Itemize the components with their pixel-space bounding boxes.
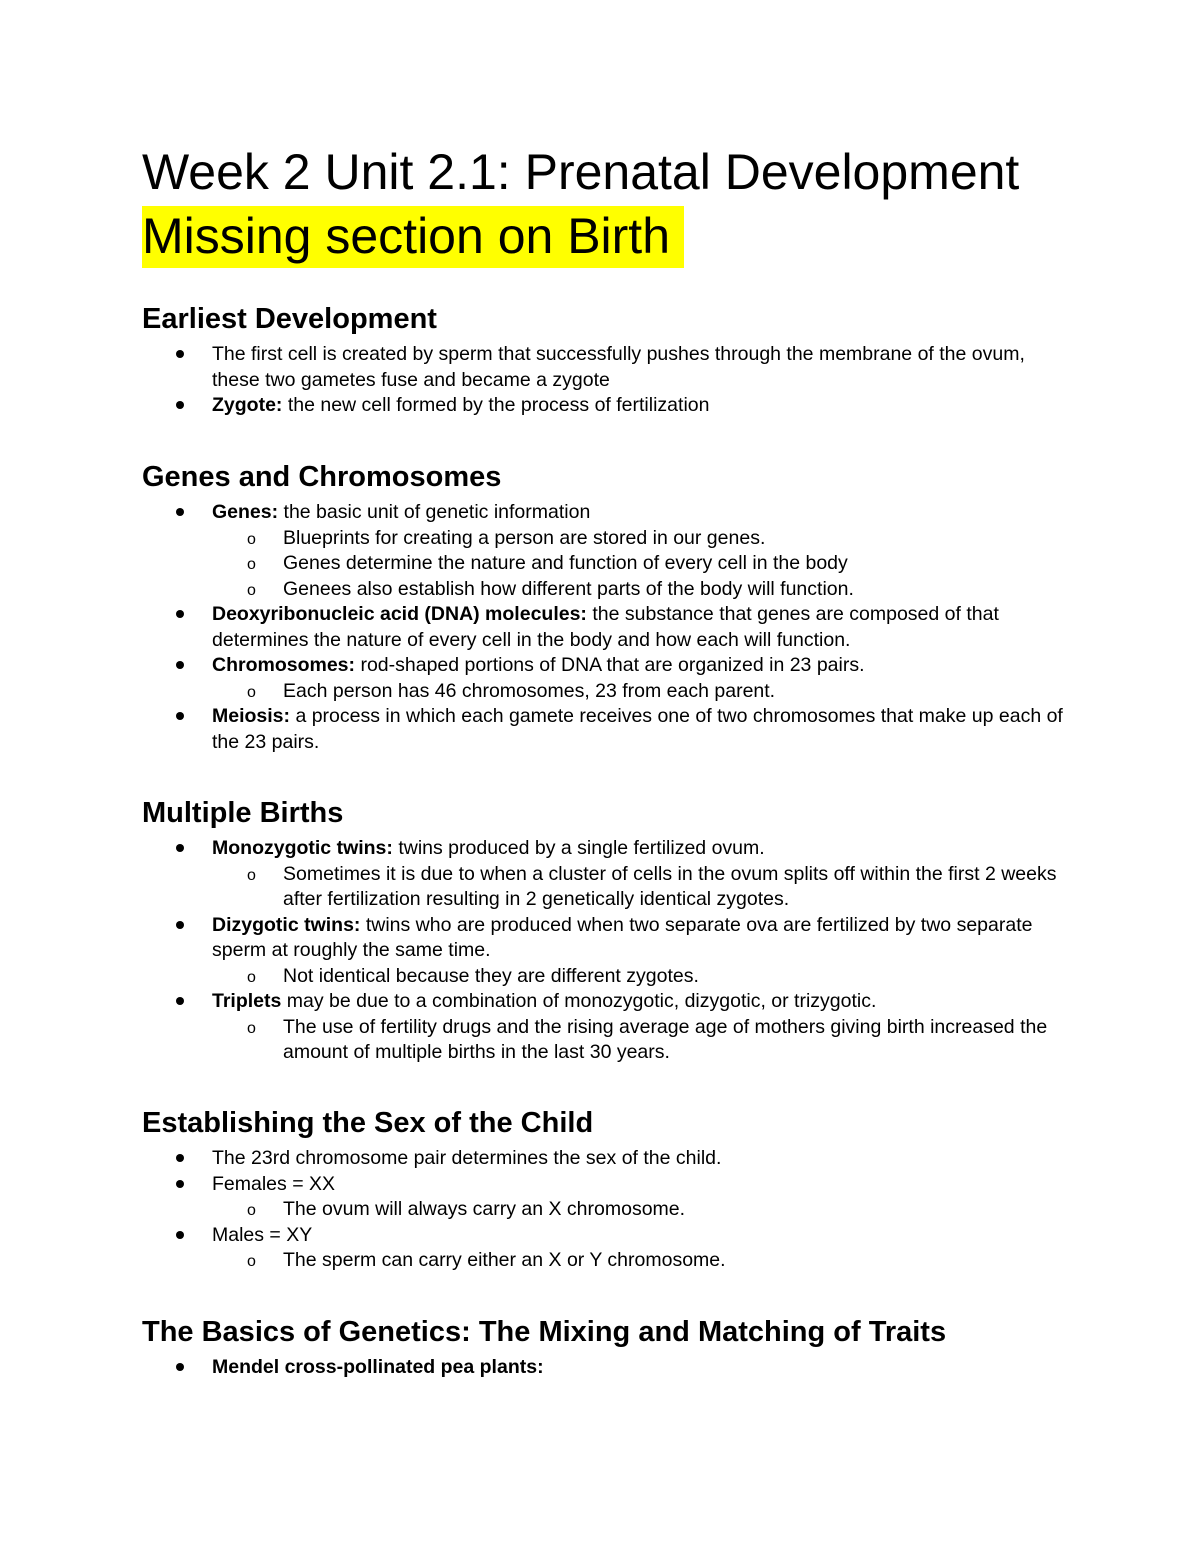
list-item bbox=[142, 704, 1072, 755]
sub-list-item: o Sometimes it is due to when a cluster of cells in the ovum splits off within the first 2 weeks after fertilization resulting in 2 genetically identical zygotes. bbox=[212, 862, 1072, 913]
item-text: the basic unit of genetic information bbox=[278, 501, 591, 523]
list-item bbox=[142, 393, 1072, 419]
item-text: rod-shaped portions of DNA that are organized in 23 pairs. bbox=[355, 654, 865, 676]
section-earliest-development bbox=[142, 301, 1072, 419]
bullet-list bbox=[142, 1146, 1072, 1274]
list-item bbox=[142, 913, 1072, 990]
bullet-list bbox=[142, 342, 1072, 419]
item-term: Meiosis: bbox=[212, 705, 291, 727]
sub-list-item: o The use of fertility drugs and the rising average age of mothers giving birth increased the amount of multiple births in the last 30 years. bbox=[212, 1015, 1072, 1066]
item-term: Deoxyribonucleic acid (DNA) molecules: bbox=[212, 603, 587, 625]
sub-list-item: o Blueprints for creating a person are stored in our genes. bbox=[212, 526, 1072, 552]
bullet-list bbox=[142, 836, 1072, 1066]
list-item bbox=[142, 602, 1072, 653]
sub-list bbox=[212, 1015, 1072, 1066]
item-text: the substance that genes are composed of that determines the nature of every cell in the body and how each will function. bbox=[212, 603, 999, 651]
section-heading: Establishing the Sex of the Child bbox=[142, 1107, 594, 1139]
sub-list-item: o Each person has 46 chromosomes, 23 from each parent. bbox=[212, 679, 1072, 705]
highlighted-note: Missing section on Birth bbox=[142, 206, 684, 268]
item-term: Triplets bbox=[212, 990, 282, 1012]
item-term: Monozygotic twins: bbox=[212, 837, 393, 859]
section-heading: Earliest Development bbox=[142, 303, 437, 335]
item-term: Chromosomes: bbox=[212, 654, 356, 676]
section-establishing-sex bbox=[142, 1105, 1072, 1274]
sub-list-item: o Not identical because they are different zygotes. bbox=[212, 964, 1072, 990]
sub-list bbox=[212, 964, 1072, 990]
item-text: The 23rd chromosome pair determines the sex of the child. bbox=[212, 1147, 722, 1169]
item-text: Males = XY bbox=[212, 1223, 313, 1246]
section-basics-of-genetics bbox=[142, 1314, 1072, 1381]
list-item bbox=[142, 342, 1072, 393]
sub-list-item: o The ovum will always carry an X chromosome. bbox=[212, 1197, 1072, 1223]
item-term: Dizygotic twins: bbox=[212, 913, 361, 936]
sub-list bbox=[212, 1248, 1072, 1274]
item-text: Females = XX bbox=[212, 1172, 336, 1195]
bullet-list bbox=[142, 1355, 1072, 1381]
item-text: may be due to a combination of monozygotic, dizygotic, or trizygotic. bbox=[281, 990, 877, 1012]
section-heading: The Basics of Genetics: The Mixing and Matching of Traits bbox=[142, 1316, 947, 1348]
item-text: twins produced by a single fertilized ovum. bbox=[392, 837, 765, 859]
sub-list bbox=[212, 862, 1072, 913]
page-title: Week 2 Unit 2.1: Prenatal Development bbox=[142, 144, 1020, 200]
bullet-list bbox=[142, 500, 1072, 755]
item-text: a process in which each gamete receives one of two chromosomes that make up each of the 23 pairs. bbox=[212, 705, 1063, 753]
list-item bbox=[142, 989, 1072, 1066]
item-term: Zygote: bbox=[212, 394, 283, 416]
section-genes-and-chromosomes bbox=[142, 459, 1072, 755]
item-text: the new cell formed by the process of fertilization bbox=[282, 394, 710, 416]
sub-list bbox=[212, 526, 1072, 603]
list-item bbox=[142, 500, 1072, 602]
list-item bbox=[142, 1355, 1072, 1381]
sub-list-item: o The sperm can carry either an X or Y chromosome. bbox=[212, 1248, 1072, 1274]
sub-list bbox=[212, 679, 1072, 705]
list-item bbox=[142, 653, 1072, 704]
sub-list-item: o Genes determine the nature and function of every cell in the body bbox=[212, 551, 1072, 577]
list-item bbox=[142, 1146, 1072, 1172]
list-item bbox=[142, 1172, 1072, 1223]
sub-list bbox=[212, 1197, 1072, 1223]
section-multiple-births bbox=[142, 795, 1072, 1066]
item-text: The first cell is created by sperm that successfully pushes through the membrane of the ovum, these two gametes fuse and became a zygote bbox=[212, 343, 1025, 391]
section-heading: Genes and Chromosomes bbox=[142, 461, 502, 493]
sub-list-item: o Genees also establish how different parts of the body will function. bbox=[212, 577, 1072, 603]
section-heading: Multiple Births bbox=[142, 797, 344, 829]
item-text: twins who are produced when two separate ova are fertilized by two separate sperm at roughly the same time. bbox=[212, 913, 1033, 961]
item-term: Genes: bbox=[212, 501, 279, 523]
list-item bbox=[142, 836, 1072, 913]
list-item bbox=[142, 1223, 1072, 1274]
item-term: Mendel cross-pollinated pea plants: bbox=[212, 1356, 544, 1378]
